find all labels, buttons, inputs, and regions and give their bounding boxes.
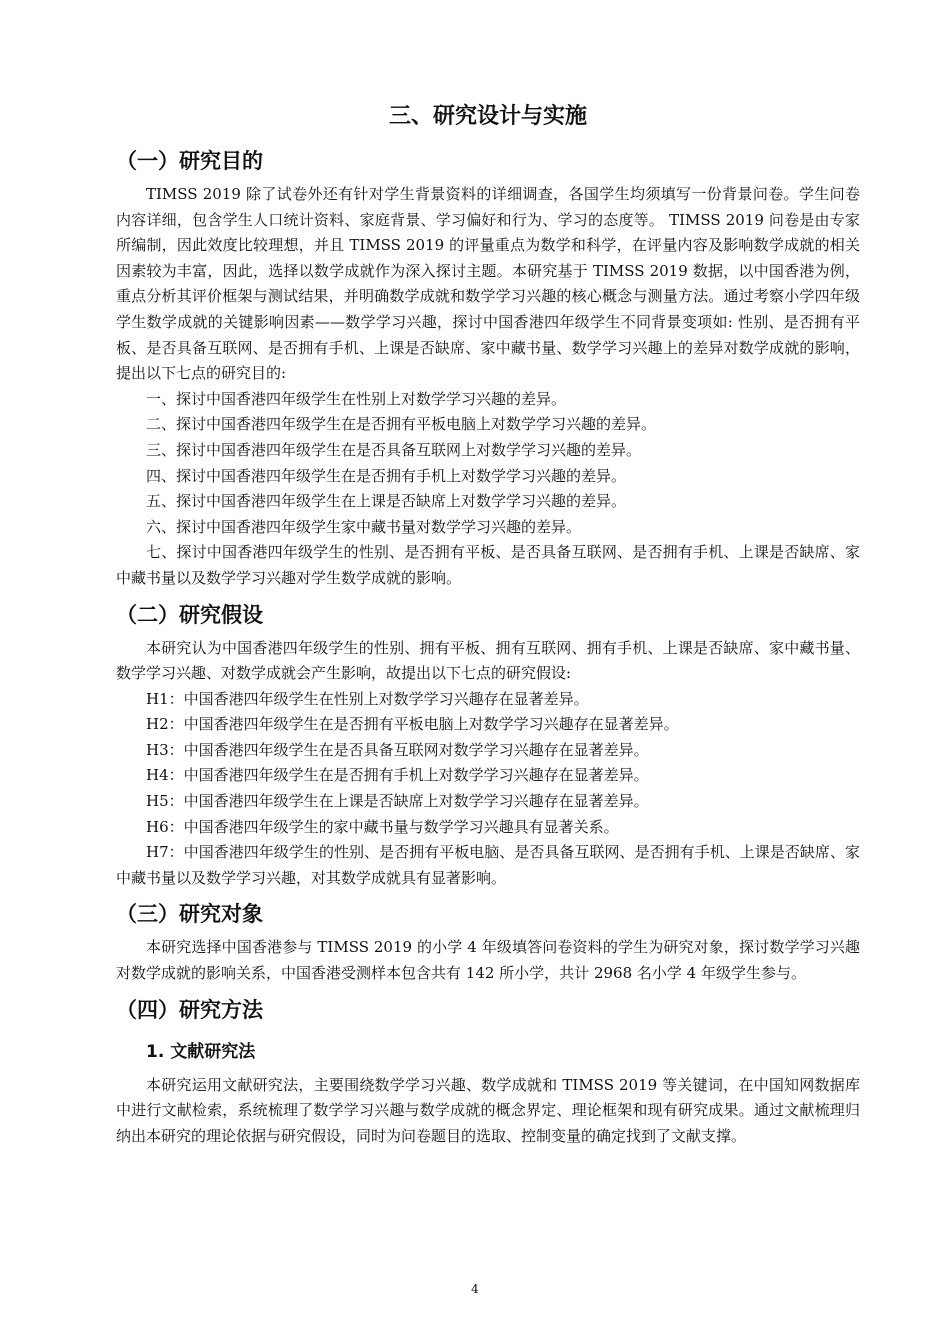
- hypothesis-item: H5：中国香港四年级学生在上课是否缺席上对数学学习兴趣存在显著差异。: [146, 792, 649, 811]
- purpose-item: 七、探讨中国香港四年级学生的性别、是否拥有平板、是否具备互联网、是否拥有手机、上课是否缺席、家中藏书量以及数学学习兴趣对学生数学成就的影响。: [116, 543, 860, 587]
- hypothesis-item: H6：中国香港四年级学生的家中藏书量与数学学习兴趣具有显著关系。: [146, 817, 619, 836]
- hypothesis-item: H4：中国香港四年级学生在是否拥有手机上对数学学习兴趣存在显著差异。: [146, 766, 649, 785]
- section-heading-purpose: （一）研究目的: [116, 149, 263, 173]
- purpose-item: 六、探讨中国香港四年级学生家中藏书量对数学学习兴趣的差异。: [146, 517, 582, 536]
- subsection-heading-literature: 1. 文献研究法: [146, 1041, 256, 1062]
- section-heading-methods: （四）研究方法: [116, 997, 263, 1022]
- hypothesis-item: H2：中国香港四年级学生在是否拥有平板电脑上对数学学习兴趣存在显著差异。: [146, 715, 679, 734]
- hypothesis-item: H7：中国香港四年级学生的性别、是否拥有平板电脑、是否具备互联网、是否拥有手机、上课是否缺席、家中藏书量以及数学学习兴趣，对其数学成就具有显著影响。: [116, 843, 860, 887]
- section-heading-hypotheses: （二）研究假设: [116, 602, 263, 627]
- purpose-item: 一、探讨中国香港四年级学生在性别上对数学学习兴趣的差异。: [146, 389, 567, 408]
- hypothesis-item: H1：中国香港四年级学生在性别上对数学学习兴趣存在显著差异。: [146, 689, 589, 708]
- section-heading-subjects: （三）研究对象: [116, 902, 263, 927]
- purpose-item: 二、探讨中国香港四年级学生在是否拥有平板电脑上对数学学习兴趣的差异。: [146, 415, 657, 434]
- purpose-intro-paragraph: TIMSS 2019 除了试卷外还有针对学生背景资料的详细调查，各国学生均须填写一份背景问卷。学生问卷内容详细，包含学生人口统计资料、家庭背景、学习偏好和行为、学习的态度等。 TIMSS 2019 问卷是由专家所编制，因此效度比较理想，并且 TIMSS 2019 的评量重点为数学和科学，在评量内容及影响数学成就的相关因素较为丰富，因此，选择以数学成就作为深入探讨主题。本研究基于 TIMSS 2019 数据，以中国香港为例，重点分析其评价框架与测试结果，并明确数学成就和数学学习兴趣的核心概念与测量方法。通过考察小学四年级学生数学成就的关键影响因素——数学学习兴趣，探讨中国香港四年级学生不同背景变项如: 性别、是否拥有平板、是否具备互联网、是否拥有手机、上课是否缺席、家中藏书量、数学学习兴趣上的差异对数学成就的影响，提出以下七点的研究目的:: [116, 185, 860, 383]
- subjects-paragraph: 本研究选择中国香港参与 TIMSS 2019 的小学 4 年级填答问卷资料的学生为研究对象，探讨数学学习兴趣对数学成就的影响关系，中国香港受测样本包含共有 142 所小学，共计 2968 名小学 4 年级学生参与。: [116, 938, 860, 983]
- purpose-item: 三、探讨中国香港四年级学生在是否具备互联网上对数学学习兴趣的差异。: [146, 440, 642, 459]
- hypothesis-item: H3：中国香港四年级学生在是否具备互联网对数学学习兴趣存在显著差异。: [146, 740, 649, 759]
- chapter-title: 三、研究设计与实施: [388, 104, 587, 129]
- hypotheses-intro-paragraph: 本研究认为中国香港四年级学生的性别、拥有平板、拥有互联网、拥有手机、上课是否缺席、家中藏书量、数学学习兴趣、对数学成就会产生影响，故提出以下七点的研究假设:: [116, 638, 860, 683]
- page-content: [116, 96, 860, 1149]
- literature-method-paragraph: 本研究运用文献研究法，主要围绕数学学习兴趣、数学成就和 TIMSS 2019 等关键词，在中国知网数据库中进行文献检索，系统梳理了数学学习兴趣与数学成就的概念界定、理论框架和现有研究成果。通过文献梳理归纳出本研究的理论依据与研究假设，同时为问卷题目的选取、控制变量的确定找到了文献支撑。: [116, 1075, 860, 1145]
- purpose-item: 五、探讨中国香港四年级学生在上课是否缺席上对数学学习兴趣的差异。: [146, 492, 627, 511]
- page-number: 4: [471, 1282, 479, 1296]
- purpose-item: 四、探讨中国香港四年级学生在是否拥有手机上对数学学习兴趣的差异。: [146, 466, 627, 485]
